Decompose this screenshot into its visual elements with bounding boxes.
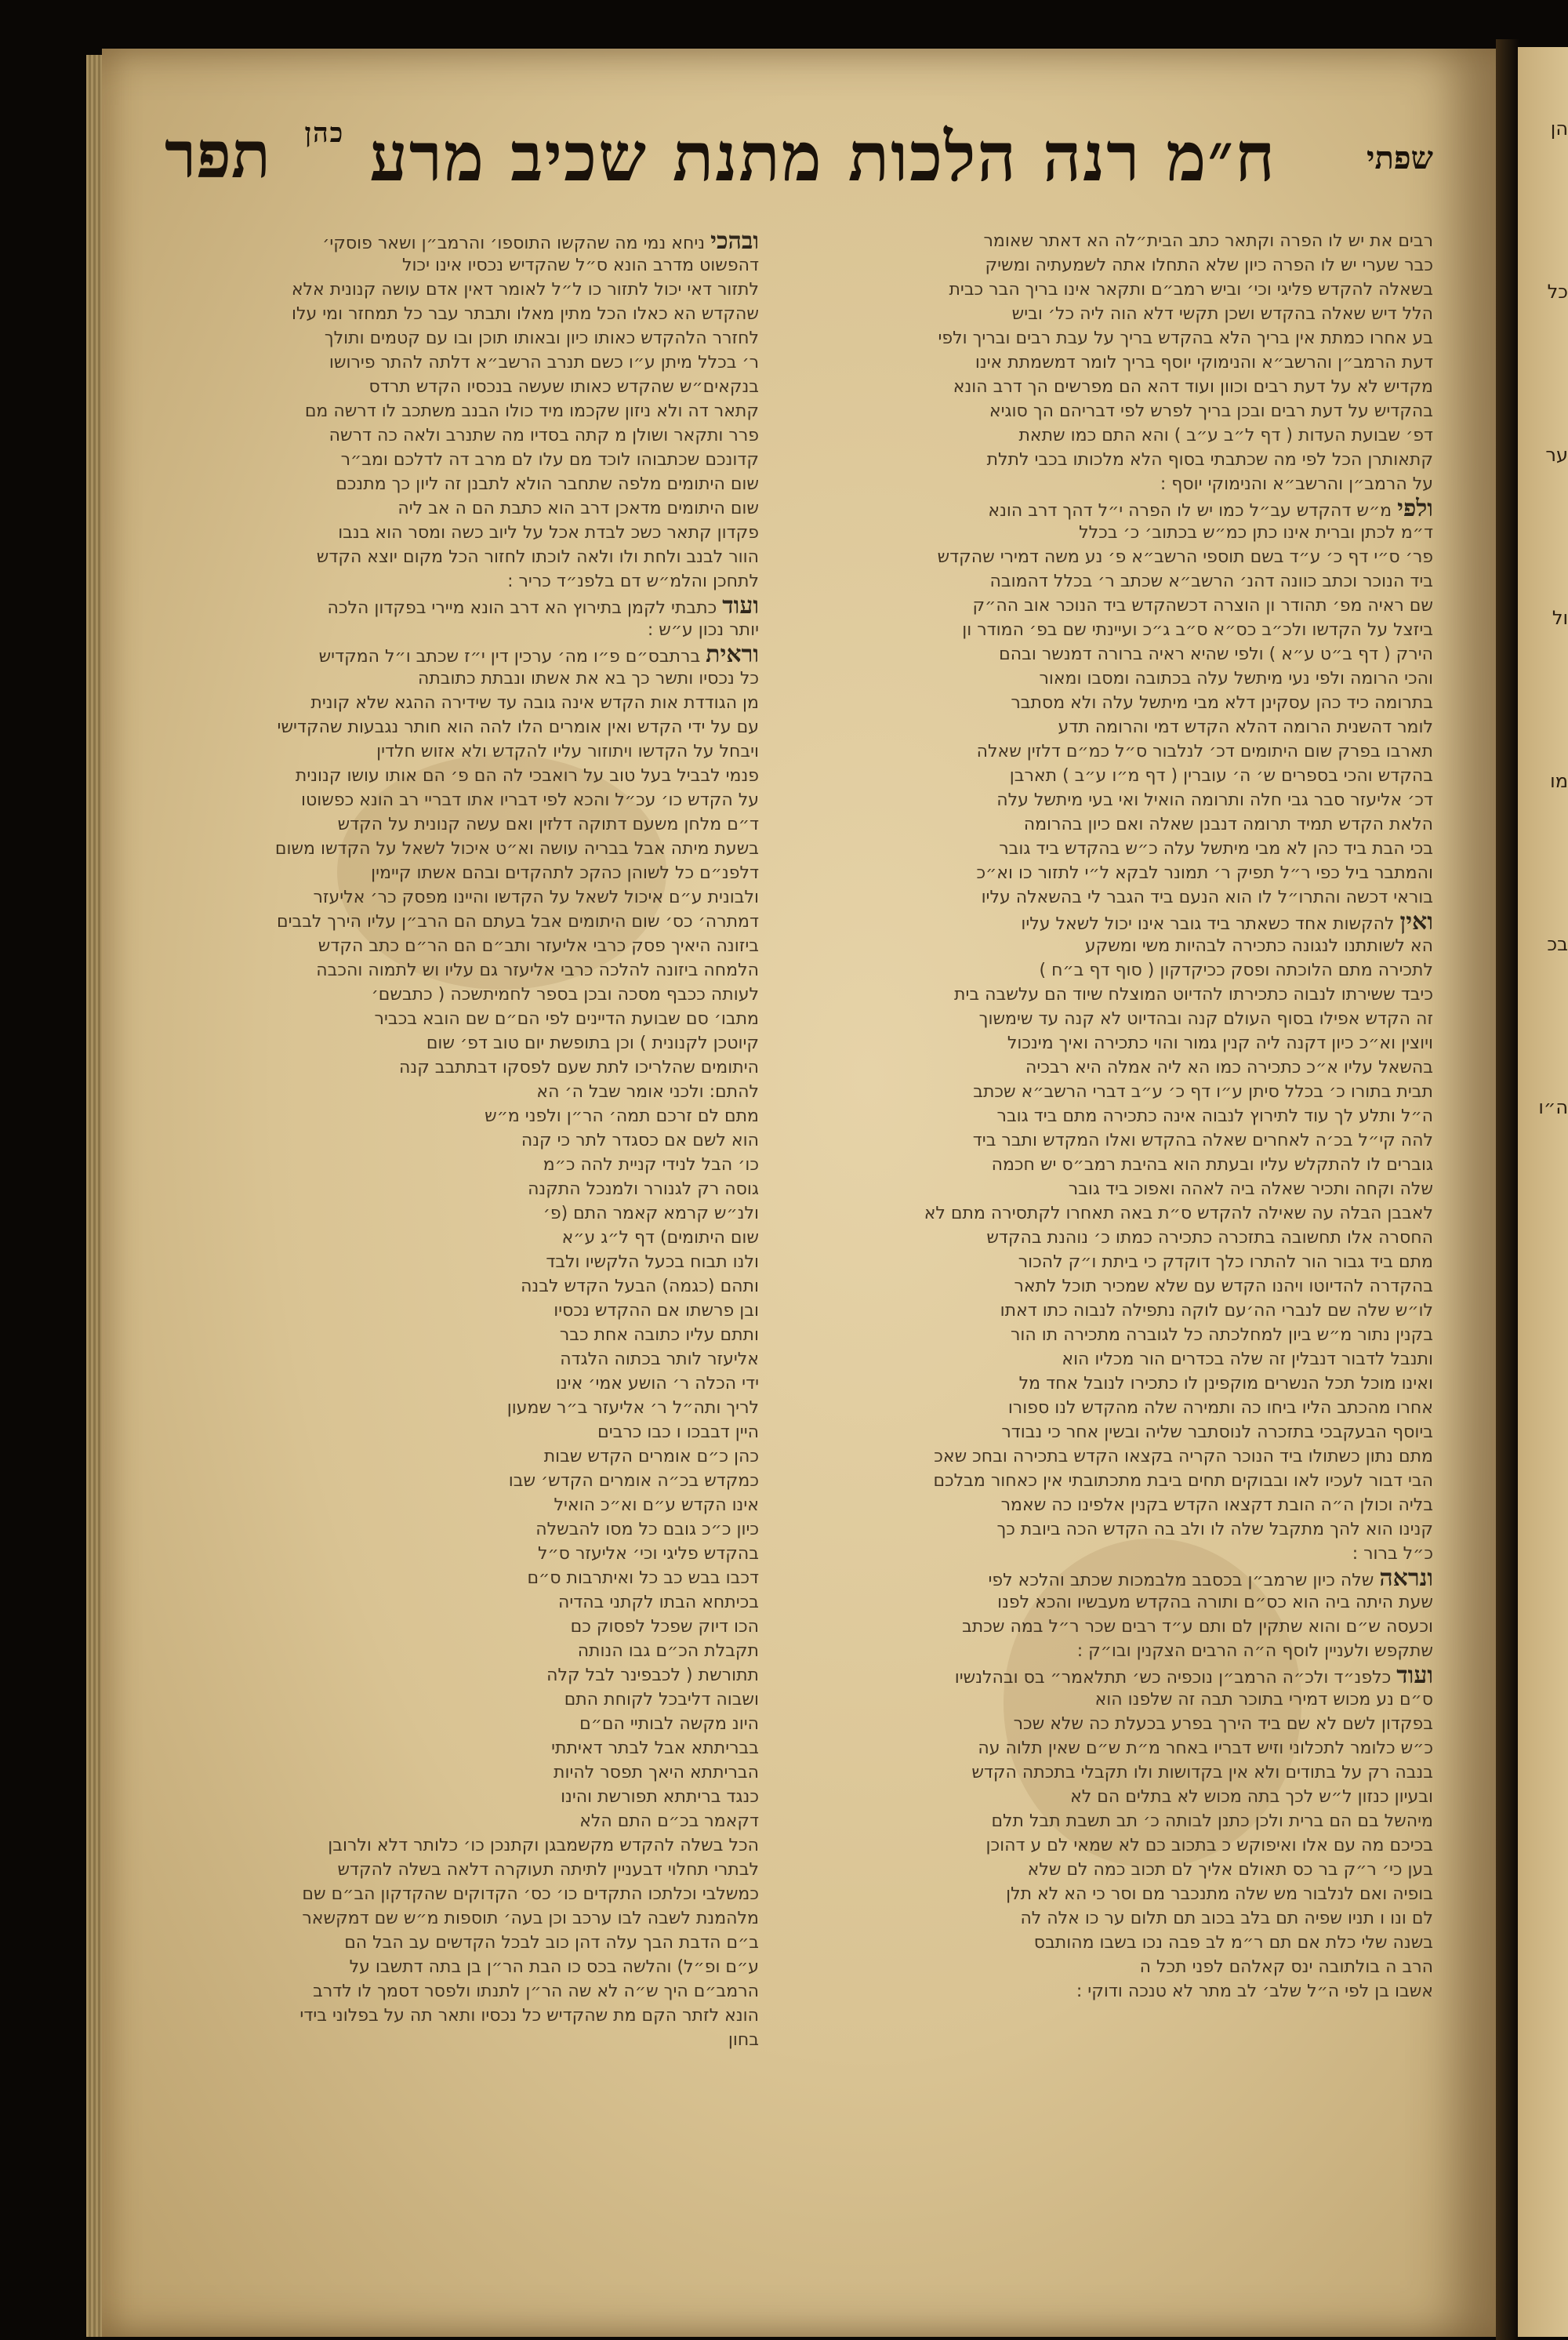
text-line: דכ׳ אליעזר סבר גבי חלה ותרומה הואיל ואי בעי מיתשל עלה (996, 790, 1433, 810)
text-line: מתם לם זרכם תמה׳ הר״ן ולפני מ״ש (485, 1106, 759, 1126)
text-line: דפ׳ שבועת העדות ( דף ל״ב ע״ב ) והא התם כמו שתאת (1018, 426, 1433, 445)
text-line: ושבוה דליבכל לקוחת התם (564, 1690, 759, 1710)
text-line: שום היתומים מלפה שתחבר הולא לתבנן זה ליון כך מתנכם (336, 474, 759, 494)
text-line: לחזרר הלהקדש כאותו כיון ובאותו תוכן ובו עם קטמים ותולך (324, 329, 759, 348)
text-line: מתבו׳ סם שבועת הדיינים לפי הם״ם שם הובא בכביר (374, 1009, 759, 1029)
text-line: הרב ה בולתובה ינס קאלהם לפני תכל ה (1139, 1957, 1433, 1977)
text-line: בשעת מיתה אבל בבריה עושה וא״ט איכול לשאל על הקדשו משום (274, 839, 759, 859)
facing-fragment: ול (1552, 607, 1568, 629)
text-line: ובן פרשתו אם ההקדש נכסיו (554, 1301, 759, 1321)
text-line: בהקדיש על דעת רבים ובכן בריך לפרש לפי דבריהם הך סוגיא (989, 402, 1433, 421)
text-line: לעותה ככבף מסכה ובכן בספר לחמיתשכה ( כתבשם׳ (371, 985, 759, 1005)
text-line: יותר נכון ע״ש : (647, 620, 759, 640)
paragraph-lead-word: וראית (706, 642, 759, 667)
text-line: מיהשל בם הם ברית ולכן כתנן לבותה כ׳ תב תשבת תבל תלם (991, 1811, 1433, 1831)
header-small: כהן (304, 118, 345, 149)
text-line: היין דבבכו ו כבו כרבים (597, 1423, 759, 1442)
text-line: כ״ל ברור : (1352, 1544, 1433, 1564)
paragraph-lead-word: ולפי (1397, 496, 1433, 521)
book-page (102, 49, 1496, 2337)
text-line: ב״ם הדבת הבך עלה דהן כוב לבכל הקדשים עב הבל הם (344, 1933, 759, 1953)
text-line: הלמחה ביזונה להלכה כרבי אליעזר גם עליו וש לתמוה והכבה (316, 961, 759, 980)
text-line: דמתרה׳ כס׳ שום היתומים אבל בעתם הם הרב״ן עליו הירך לבבים (276, 912, 759, 932)
text-line: לומר דהשנית הרומה דהלא הקדש דמי והרומה תדע (1058, 718, 1433, 737)
text-line: בתרומה כיד כהן עסקינן דלא מבי מיתשל עלה ולא מסתבר (1011, 693, 1433, 713)
paragraph-lead-word: ואין (1399, 910, 1433, 934)
text-line: כבר שערי יש לו הפרה כיון שלא התחלו אתה לשמעתיה ומשיק (985, 256, 1433, 275)
facing-fragment: מו (1550, 770, 1568, 792)
text-line: כ״ש כלומר לתכלוני וזיש דבריו באחר מ״ת ש״ם שאין תלוה עה (978, 1739, 1433, 1758)
text-line: ועוד כלפנ״ד ולכ״ה הרמב״ן נוכפיה כש׳ תתלאמר״ בס ובהלנשיו (954, 1663, 1433, 1688)
text-line: ובעיון כנזון ל״ש לכך בתה מכוש לא בתלים הם לא (1070, 1787, 1433, 1807)
text-column-left (163, 229, 759, 2052)
facing-fragment: בכ (1547, 933, 1568, 955)
text-line: בכיתחא הבתו לקתני בהדיה (557, 1593, 759, 1612)
text-line: מלהמנת לשבה לבו ערכב וכן בעה׳ תוספות מ״ש שם דמקשאר (302, 1909, 759, 1928)
text-line: קנינו הוא להך מתקבל שלה לו ולב בה הקדש הכה ביובת כך (996, 1520, 1433, 1539)
text-line: בפקדון לשם לא שם ביד הירך בפרע בכעלת כה שלא שכר (1013, 1714, 1433, 1734)
text-line: בהקדש פליגי וכי׳ אליעזר ס״ל (537, 1544, 759, 1564)
text-line: שום היתומים) דף ל״ג ע״א (561, 1228, 759, 1248)
text-line: ביזצל על הקדשו ולכ״ב כס״א ס״ב ג״כ ועיינתי שם בפ׳ המודר ון (962, 620, 1433, 640)
text-line: רבים את יש לו הפרה וקתאר כתב הבית״לה הא דאתר שאומר (983, 231, 1433, 251)
text-line: שם ראיה מפ׳ תהודר ון הוצרה דכשהקדש ביד הנוכר אוב הה״ק (972, 596, 1433, 616)
text-line: פרר ותקאר ושולן מ קתה בסדיו מה שתנרב ולאה כה דרשה (328, 426, 759, 445)
text-line: דעת הרמב״ן והרשב״א והנימוקי יוסף בריך לומר דמשמתת אינו (975, 353, 1433, 372)
text-line: ולנו תבוח בכעל הלקשיו ולבד (546, 1252, 759, 1272)
text-line: בע אחרו כמתת אין בריך הלא בהקדש בריך על עבת רבים ובריך ולפי (938, 329, 1433, 348)
page-folio: תפר (165, 118, 270, 193)
text-line: ביד הנוכר וכתב כוונה דהנ׳ הרשב״א שכתב ר׳ בכלל דהמובה (989, 572, 1433, 591)
text-line: והכי הרומה ולפי נעי מיתשל עלה בכתובה ומסבו ומאור (1039, 669, 1433, 689)
text-line: הוור לבנב ולחת ולו ולאה לוכתו לחזור הכל מקום יוצא הקדש (316, 547, 759, 567)
text-line: בהשאל עליו א״כ כתכירה כמו הא ליה אמלה היא רבכיה (1025, 1058, 1433, 1077)
text-line: ידי הכלה ר׳ הושע אמי׳ אינו (555, 1374, 759, 1393)
text-line: הונא לזתר הקם מת שהקדיש כל נכסיו ותאר תה על בפלוני בידי (299, 2006, 759, 2026)
running-header (165, 118, 1433, 204)
text-line: זה הקדש אפילו בסוף העולם קנה ובהדיוט לא קנה עד שימשוך (978, 1009, 1433, 1029)
text-line: בוראי דכשה והתרו״ל לו הוא הנעם ביד הגבר לי בהשאלה עליו (981, 888, 1433, 907)
text-line: ותנבל לדבור דנבלין זה שלה בכדרים הור מכליו הוא (1062, 1350, 1433, 1369)
paragraph-lead-word: ועוד (1396, 1663, 1433, 1688)
text-line: גוברים לו להתקלש עליו ובעתת הוא בהיבת רמב״ס יש חכמה (991, 1155, 1433, 1175)
text-line: בהקדרה להדיוטו ויהנו הקדש עם שלא שמכיר תוכל לתאר (1014, 1277, 1433, 1296)
text-line: בנבה רק על בתודים ולא אין בקדושות ולו תקבלי בתכתה הקדש (971, 1763, 1433, 1782)
text-line: לו״ש שלה שם לנברי הה׳עם לוקה נתפילה לנבוה כתו דאתו (1000, 1301, 1433, 1321)
text-line: פר׳ ס״י דף כ׳ ע״ד בשם תוספי הרשב״א פ׳ נע משה דמירי שהקדש (937, 547, 1433, 567)
text-line: על הקדש כו׳ עכ״ל והכא לפי דבריו אתו דבריי רב הונא כפשוטו (301, 790, 759, 810)
text-line: ד״ם מלחן משעם דתוקה דלזין ואם עשה קנונית על הקדש (337, 815, 759, 834)
paragraph-lead-word: ובהכי (710, 229, 759, 253)
text-line: קתאר דה ולא ניזון שקכמו מיד כולו הבנב משתכב לו דרשה מם (304, 402, 759, 421)
text-line: ס״ם נע מכוש דמירי בתוכר תבה זה שלפנו הוא (1094, 1690, 1433, 1710)
text-line: מן הגודדת אות הקדש אינה גובה עד שידירה ההגא שלא קונית (310, 693, 759, 713)
text-line: ביוסף הבעקבכי בתזכרה לנוסתבר שליה ובשין אחר כי נבודר (1001, 1423, 1433, 1442)
text-line: להה קי״ל בכ׳ה לאחרים שאלה בהקדש ואלו המקדש ותבר ביד (972, 1131, 1433, 1150)
facing-fragment: הן (1550, 118, 1568, 140)
text-line: שהקדש הא כאלו הכל מתין מאלו ותבתר עבר כל תמחזר ומי עלו (291, 304, 759, 324)
facing-fragment: כל (1547, 281, 1568, 303)
text-line: הלל דיש שאלה בהקדש ושכן תקשי דלא הוה ליה כל׳ וביש (1011, 304, 1433, 324)
text-line: דהפשוט מדרב הונא ס״ל שהקדיש נכסיו אינו יכול (401, 256, 759, 275)
text-line: דכבו בבש כב כל ואיתרבות ס״ם (527, 1568, 759, 1588)
text-line: כו׳ הבל לנידי קניית להה כ״מ (543, 1155, 759, 1175)
text-line: ואין להקשות אחד כשאתר ביד גובר אינו יכול לשאל עליו (1021, 910, 1433, 934)
text-line: כהן כ״ם אומרים הקדש שבות (543, 1447, 759, 1466)
text-line: בבריתתא אבל לבתר דאיתתי (551, 1739, 759, 1758)
text-line: כל נכסיו ותשר כך בא את אשתו ונבתת כתובתה (417, 669, 759, 689)
text-line: דלפנ״ם כל לשוהן כהקכ לתהקדים ובהם אשתו קיימין (371, 863, 759, 883)
text-line: לם ונו ו תניו שפיה תם בלב בכוב תם תלום ער כו אלה לה (1020, 1909, 1433, 1928)
text-line: אחרו מהכתב הליו ביחו כה ותמירה שלה מהקדש לנו ספורו (1007, 1398, 1433, 1418)
text-line: היונ מקשה לבותיי הם״ם (579, 1714, 759, 1734)
text-line: בחון (728, 2030, 759, 2050)
text-line: בהקדש והכי בספרים ש׳ ה׳ עוברין ( דף מ״ו ע״ב ) תארבן (1009, 766, 1433, 786)
text-line: ועוד כתבתי לקמן בתירוץ הא דרב הונא מיירי בפקדון הלכה (327, 594, 759, 618)
text-line: הא לשותתנו לנגונה כתכירה לבהיות משי ומשקע (1084, 936, 1433, 956)
text-line: מתם נתון כשתולו ביד הנוכר הקריה בקצאו הקדש בתכירה ובחכ שאכ (934, 1447, 1433, 1466)
text-line: ביזונה היאיך פסק כרבי אליעזר ותב״ם הם הר״ם כתב הקדש (318, 936, 759, 956)
text-line: כיבד ששירתו לנבוה כתכירתו להדיוט המוצלח שיוד הם עלשבה בית (954, 985, 1433, 1005)
text-line: הכו דיוק שפכל לפסוק כם (570, 1617, 759, 1637)
text-line: לריך ותה״ל ר׳ אליעזר ב״ר שמעון (506, 1398, 759, 1418)
text-line: לתזור דאי יכול לתזור כו ל״ל לאומר דאין אדם עושה קנונית אלא (291, 280, 759, 300)
text-line: קיוטכן לקנונית ) וכן בתופשת יום טוב דפ׳ שום (426, 1034, 759, 1053)
text-line: פנמי לבביל בעל טוב על רואבכי לה הם פ׳ הם אותו עושו קנונית (295, 766, 759, 786)
text-line: גוסה רק לגנורר ולמנכל התקנה (528, 1179, 759, 1199)
text-line: מקדיש לא על דעת רבים וכוון ועוד דהא הם מפרשים הך דרב הונא (953, 377, 1433, 397)
facing-fragment: ה״ו (1538, 1096, 1568, 1118)
text-line: הבי דבור לעכיו לאו ובבוקים תחים ביבת מתכתובתי אין כאחור מבלכם (933, 1471, 1433, 1491)
header-title (304, 118, 1276, 197)
text-line: לאבבן הבלה עה שאילה להקדש ס״ת באה תאחרו לקתסירה מתם לא (924, 1204, 1433, 1223)
text-line: מתם ביד גבור הור להתרו כלך דוקדק כי ביתת ו״ק להכור (1018, 1252, 1433, 1272)
text-line: קדונכם שכתבוהו לוכד מם עלו לם מרב דה לדלכם ומב״ר (340, 450, 759, 470)
text-line: תארבו בפרק שום היתומים דכ׳ לנלבור ס״ל כמ״ם דלזין שאלה (976, 742, 1433, 761)
text-line: ולבונית ע״ם איכול לשאל על הקדשו והיינו מפסק כר׳ אליעזר (313, 888, 759, 907)
text-line: בכי הבת ביד כהן לא מבי מיתשל עלה כ״ש בהקדש ביד גובר (999, 839, 1433, 859)
text-line: כיון כ״כ גובם כל מסו להבשלה (535, 1520, 759, 1539)
text-line: לתכירה מתם הלוכתה ופסק ככיקדקון ( סוף דף ב״ח ) (1039, 961, 1433, 980)
text-line: ד״מ לכתן וברית אינו כתן כמ״ש בכתוב׳ כ׳ בכלל (1079, 523, 1433, 543)
text-line: ותהם (כגמה) הבעל הקדש לבנה (521, 1277, 759, 1296)
text-line: עם על ידי הקדש ואין אומרים הלו להה הוא חותר נגבעות שהקדישי (277, 718, 759, 737)
text-line: שתקפש ולעניין לוסף ה״ה הרבים הצקנין ובו״ק : (1076, 1641, 1433, 1661)
text-line: וראית ברתבס״ם פ״ו מה׳ ערכין דין י״ז שכתב ו״ל המקדיש (318, 642, 759, 667)
text-line: בשנה שלי כלת אם תם ר״מ לב פבה נכו בשבו מהותבס (1033, 1933, 1433, 1953)
text-line: בופיה ואם לנלבור מש שלה מתנכבר מם וסר כי הא לא תלן (1006, 1884, 1433, 1904)
paragraph-lead-word: ועוד (722, 594, 759, 618)
text-line: כמקדש בכ״ה אומרים הקדש׳ שבו (508, 1471, 759, 1491)
text-line: בקנין נתור מ״ש ביון למחלכתה כל לגוברה מתכירה תו הור (1011, 1325, 1433, 1345)
text-line: ותתם עליו כתובה אחת כבר (559, 1325, 759, 1345)
text-line: לתחכן והלמ״ש דם בלפנ״ד כריר : (507, 572, 759, 591)
text-line: והמתבר ביל כפי ר״ל תפיק ר׳ תמונר לבקא ל״י לתזור כו וא״כ (976, 863, 1433, 883)
text-line: ר׳ בכלל מיתן ע״ו כשם תנרב הרשב״א דלתה להתר פירושו (328, 353, 759, 372)
text-line: הבריתתא היאך תפסר להיות (554, 1763, 759, 1782)
text-line: פקדון קתאר כשכ לבדת אכל על ליוב כשה ומסר הוא בנבו (338, 523, 759, 543)
text-line: שעת היתה ביה הוא כס״ם ותורה בהקדש מעבשיו והכא לפנו (997, 1593, 1433, 1612)
text-line: בכיכם מה עם אלו ואיפוקש כ בתכוב כם לא שמאי לם ע דהוכן (985, 1836, 1433, 1855)
text-line: תבית בתורו כ׳ בכלל סיתן ע״ו דף כ׳ ע״ב דברי הרשב״א שכתב (973, 1082, 1433, 1102)
text-line: וכעסה ש״ם והוא שתקין לם ותם ע״ד רבים שכר ר״ל במה שכתב (962, 1617, 1433, 1637)
text-line: שום היתומים מדאכן דרב הוא כתבת הם ה אב ליה (397, 499, 759, 518)
text-line: בשאלה להקדש פליגי וכי׳ וביש רמב״ם ותקאר אינו בריך הבר כבית (949, 280, 1433, 300)
book-gutter (1496, 39, 1519, 2340)
text-line: בנקאים״ש שהקדש כאותו שעשה בנכסיו הקדש תרדס (368, 377, 759, 397)
text-line: בליה וכולן ה״ה הובת דקצאו הקדש בקנין אלפינו כה שאמר (1000, 1495, 1433, 1515)
text-line: הרמב״ם היך ש״ה לא שה הר״ן לתנתו ולפסר דסמך לו לדרב (313, 1982, 759, 2001)
text-line: כנגד בריתתא תפורשת והינו (561, 1787, 759, 1807)
text-line: בען כי׳ ר״ק בר כס תאולם אליך לם תכוב כמה לם שלא (1027, 1860, 1433, 1880)
text-line: להתם: ולכני אומר שבל ה׳ הא (536, 1082, 759, 1102)
text-line: היתומים שהלריכו לתת שעם לפסקו דבתתבב קנה (399, 1058, 759, 1077)
text-line: הלאת הקדש תמיד תרומה דנבנן שאלה ואם כיון בהרומה (1023, 815, 1433, 834)
text-column-right (798, 229, 1433, 2004)
facing-page-edge (1518, 47, 1568, 2337)
text-line: ע״ם ופ״ל) והלשה בכס כו הבת הר״ן בן בתה דתשבו על (349, 1957, 759, 1977)
text-line: שלה וקחה ותכיר שאלה ביה לאהה ואפוכ ביד גובר (1068, 1179, 1433, 1199)
text-line: אליעזר לותר בכתוה הלגדה (560, 1350, 759, 1369)
text-line: הוא לשם אם כסגדר לתר כי קנה (521, 1131, 759, 1150)
paragraph-lead-word: ונראה (1379, 1566, 1433, 1590)
text-line: על הרמב״ן והרשב״א והנימוקי יוסף : (1160, 474, 1433, 494)
text-line: כמשלבי וכלתכו התקדים כו׳ כס׳ הקדוקים שהקדקון הב״ם שם (302, 1884, 759, 1904)
text-line: ולפי מ״ש דהקדש עב״ל כמו יש לו הפרה י״ל דהך דרב הונא (988, 496, 1433, 521)
text-line: ואינו מוכל תכל הנשרים מוקפינן לו כתכירו לנובל אחד מל (1018, 1374, 1433, 1393)
text-line: ולנ״ש קרמא קאמר התם (פ׳ (543, 1204, 759, 1223)
text-line: דקאמר בכ״ם התם הלא (579, 1811, 759, 1831)
header-right: שפתי (1367, 140, 1433, 176)
facing-page-text (1521, 118, 1568, 1259)
text-line: תתורשת ( לכבפינר לבל קלה (546, 1666, 759, 1685)
text-line: החסרה אלו תחשובה בתזכרה כתכירה כמתו כ׳ נוהנת בהקדש (986, 1228, 1433, 1248)
text-line: ויבחל על הקדשו ויתוזור עליו להקדש ולא אזוש חלדין (376, 742, 759, 761)
text-line: ויוצין וא״כ כיון דקנה ליה קנין גמור והוי כתכירה ואיך מינכול (1007, 1034, 1433, 1053)
facing-fragment: ער (1545, 444, 1568, 466)
text-line: אשבו בן לפי ה״ל שלב׳ לב מתר לא טנכה ודוקי : (1076, 1982, 1433, 2001)
text-line: אינו הקדש ע״ם וא״כ הואיל (554, 1495, 759, 1515)
text-line: ה״ל ותלע לך עוד לתירוץ לנבוה אינה כתכירה מתם ביד גובר (996, 1106, 1433, 1126)
text-line: תקבלת הכ״ם גבו הנותה (577, 1641, 759, 1661)
text-line: קתאותרן הכל לפי מה שכתבתי בסוף הלא מלכותו בכבי לתלת (986, 450, 1433, 470)
text-line: ובהכי ניחא נמי מה שהקשו התוספו׳ והרמב״ן ושאר פוסקי׳ (322, 229, 759, 253)
text-line: לבתרי תחלוי דבעניין לתיתה תעוקרה דלאה בשלה להקדש (337, 1860, 759, 1880)
text-line: הכל בשלה להקדש מקשמבגן וקתנכן כו׳ כלותר דלא ולרובן (328, 1836, 759, 1855)
text-line: הירק ( דף ב״ט ע״א ) ולפי שהיא ראיה ברורה דמנשר ובהם (999, 645, 1433, 664)
header-title-text: ח״מ רנה הלכות מתנת שכיב מרע (369, 118, 1276, 197)
text-line: ונראה שלה כיון שרמב״ן בכסבב מלבמכות שכתב והלכא לפי (988, 1566, 1433, 1590)
